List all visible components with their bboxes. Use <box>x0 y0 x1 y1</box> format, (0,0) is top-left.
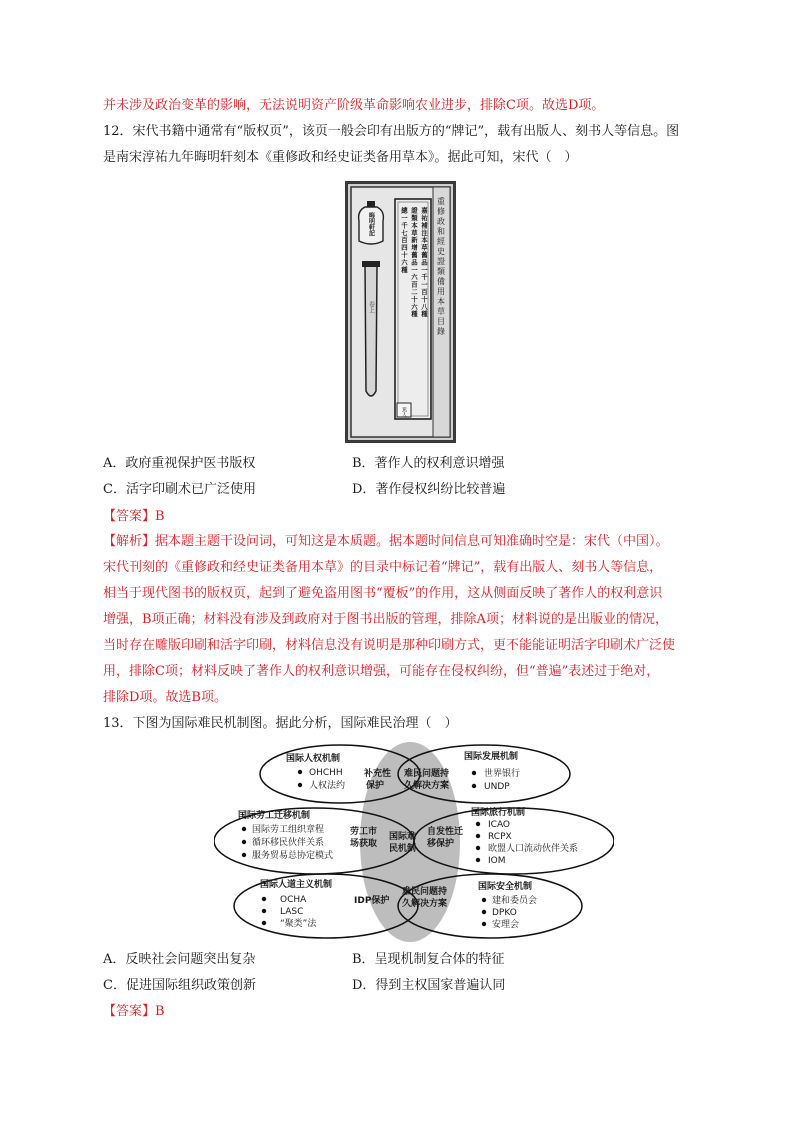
book-right-title <box>437 196 446 337</box>
svg-text:總一千七百四十六種: 總一千七百四十六種 <box>400 207 408 274</box>
security-item-3: 安理会 <box>492 920 520 930</box>
bullet <box>476 846 480 850</box>
development-item-1: 世界银行 <box>484 769 521 779</box>
human-rights-link-1: 补充性 <box>364 769 392 779</box>
travel-item-3: 欧盟人口流动伙伴关系 <box>488 844 579 854</box>
human-rights-item-2: 人权法约 <box>309 781 346 791</box>
human-rights-item-1: OHCHH <box>309 768 343 778</box>
q12-analysis-line7: 排除D项。故选B项。 <box>103 690 227 705</box>
bullet <box>298 783 302 787</box>
book-corner-stamp <box>401 406 407 418</box>
travel-item-2: RCPX <box>488 832 512 842</box>
security-item-2: DPKO <box>492 908 517 918</box>
travel-title: 国际旅行机制 <box>471 808 526 818</box>
q13-stem: 13．下图为国际难民机制图。据此分析，国际难民治理（ ） <box>103 716 458 731</box>
q12-option-b[interactable]: B．著作人的权利意识增强 <box>352 456 505 471</box>
center-label-1: 国际难 <box>389 832 417 842</box>
book-bottom-label <box>368 300 375 313</box>
bullet <box>472 784 476 788</box>
humanitarian-link: IDP保护 <box>354 896 390 906</box>
humanitarian-item-3: “聚类”法 <box>280 919 317 929</box>
svg-text:晦明軒記: 晦明軒記 <box>367 212 375 236</box>
q12-answer: 【答案】B <box>103 509 165 524</box>
security-link-1: 难民问题持 <box>402 887 448 897</box>
q12-option-d[interactable]: D．著作侵权纠纷比较普遍 <box>352 482 506 497</box>
q12-analysis-line4: 增强，B项正确；材料没有涉及到政府对于图书出版的管理，排除A项；材料说的是出版业的情况， <box>103 612 668 627</box>
book-col2 <box>410 206 418 319</box>
labor-link-2: 场获取 <box>350 839 378 849</box>
q13-option-a[interactable]: A．反映社会问题突出复杂 <box>103 952 256 967</box>
q12-stem-line2: 是南宋淳祐九年晦明轩刻本《重修政和经史证类备用草本》。据此可知，宋代（ ） <box>103 150 578 165</box>
development-item-2: UNDP <box>484 782 510 792</box>
q13-option-d[interactable]: D．得到主权国家普遍认同 <box>352 978 506 993</box>
q13-option-b[interactable]: B．呈现机制复合体的特征 <box>352 952 505 967</box>
bullet <box>298 770 302 774</box>
travel-item-4: IOM <box>488 856 506 866</box>
humanitarian-item-1: OCHA <box>280 895 307 905</box>
bullet <box>262 921 266 925</box>
security-link-2: 久解决方案 <box>402 899 448 909</box>
bullet <box>482 922 486 926</box>
q13-answer: 【答案】B <box>103 1004 165 1019</box>
bullet <box>242 853 246 857</box>
q12-book-image <box>345 181 456 443</box>
labor-title: 国际劳工迁移机制 <box>238 811 311 821</box>
labor-item-1: 国际劳工组织章程 <box>252 825 325 835</box>
q12-option-a[interactable]: A．政府重视保护医书版权 <box>103 456 256 471</box>
svg-text:篤人: 篤人 <box>401 407 407 417</box>
center-label-2: 民机制 <box>389 844 417 854</box>
svg-text:卷上: 卷上 <box>367 301 375 313</box>
q12-stem-line1: 12．宋代书籍中通常有“版权页”，该页一般会印有出版方的“牌记”，载有出版人、刻书人等信息。图 <box>103 124 680 139</box>
travel-link-2: 移保护 <box>427 839 455 849</box>
labor-item-2: 循环移民伙伴关系 <box>252 838 325 848</box>
q12-analysis-line6: 用，排除C项；材料反映了著作人的权利意识增强，可能存在侵权纠纷，但“普遍”表述过于绝对， <box>103 664 660 679</box>
humanitarian-title: 国际人道主义机制 <box>260 880 333 890</box>
q12-option-c[interactable]: C．活字印刷术已广泛使用 <box>103 482 256 497</box>
development-link-2: 久解决方案 <box>404 781 450 791</box>
book-right-title-text: 重修政和經史證類備用本草目錄 <box>436 197 446 337</box>
book-col1 <box>420 206 428 319</box>
humanitarian-item-2: LASC <box>280 907 304 917</box>
travel-item-1: ICAO <box>488 820 511 830</box>
bullet <box>472 771 476 775</box>
q12-analysis-line5: 当时存在雕版印刷和活字印刷，材料信息没有说明是那种印刷方式，更不能能证明活字印刷术广泛使 <box>103 638 676 653</box>
bullet <box>482 910 486 914</box>
development-link-1: 难民问题持 <box>404 769 450 779</box>
q12-analysis-line2: 宋代刊刻的《重修政和经史证类备用本草》的目录中标记着“牌记”，载有出版人、刻书人等信息， <box>103 560 663 575</box>
prev-analysis-tail: 并未涉及政治变革的影响，无法说明资产阶级革命影响农业进步，排除C项。故选D项。 <box>103 98 605 113</box>
bullet <box>262 909 266 913</box>
travel-link-1: 自发性迁 <box>427 827 464 837</box>
human-rights-title: 国际人权机制 <box>286 754 341 764</box>
security-item-1: 建和委员会 <box>492 896 538 906</box>
refugee-regime-diagram <box>214 742 614 942</box>
svg-text:嘉祐補注本草舊品一千一百十八種: 嘉祐補注本草舊品一千一百十八種 <box>420 207 428 318</box>
development-title: 国际发展机制 <box>464 752 519 762</box>
q12-analysis-line1: 【解析】据本题主题干设问词，可知这是本质题。据本题时间信息可知准确时空是：宋代（中国）。 <box>103 534 669 549</box>
bullet <box>482 898 486 902</box>
book-col3 <box>400 206 408 274</box>
bullet <box>476 834 480 838</box>
security-title: 国际安全机制 <box>478 882 533 892</box>
bullet <box>476 858 480 862</box>
q13-option-c[interactable]: C．促进国际组织政策创新 <box>103 978 256 993</box>
bullet <box>476 822 480 826</box>
bullet <box>242 840 246 844</box>
human-rights-link-2: 保护 <box>366 781 385 791</box>
labor-link-1: 劳工市 <box>350 827 378 837</box>
bullet <box>242 827 246 831</box>
q12-analysis-line3: 相当于现代图书的版权页，起到了避免盗用图书“覆板”的作用，这从侧面反映了著作人的权利意识 <box>103 586 663 601</box>
labor-item-3: 服务贸易总协定模式 <box>252 851 334 861</box>
svg-text:證類本草新增舊品一六百二十六種: 證類本草新增舊品一六百二十六種 <box>410 207 418 318</box>
book-seal <box>368 211 375 237</box>
bullet <box>262 897 266 901</box>
